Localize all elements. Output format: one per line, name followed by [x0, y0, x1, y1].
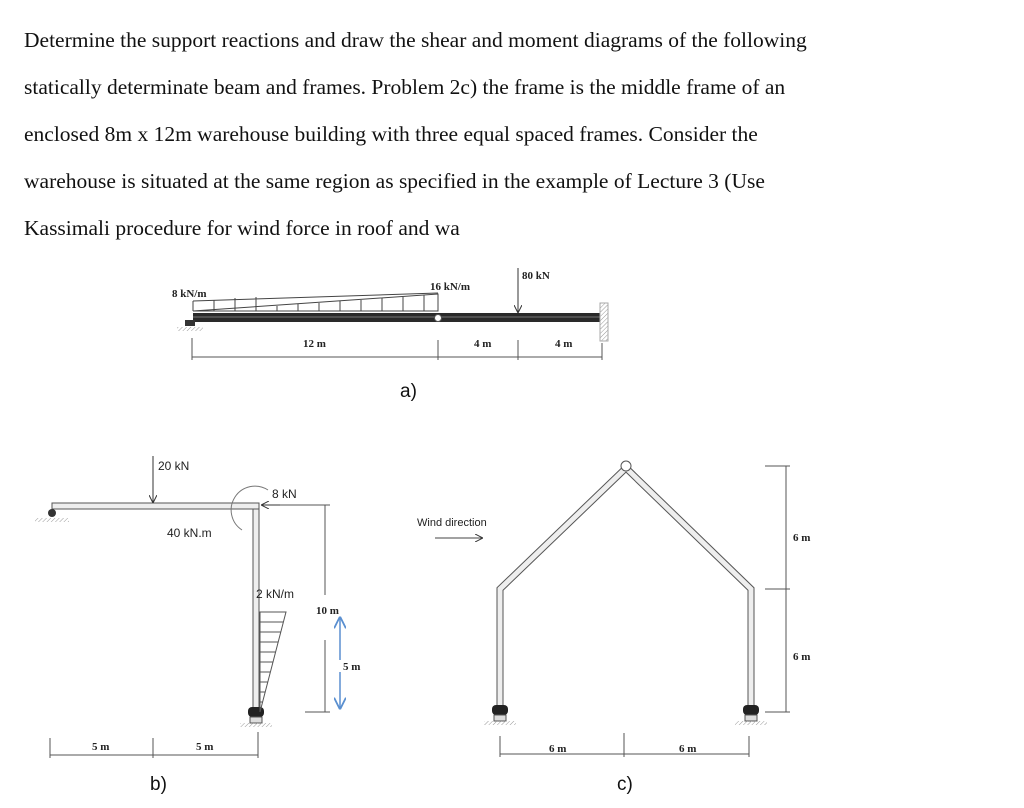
text-line: Determine the support reactions and draw the shear and moment diagrams of the following: [24, 28, 807, 52]
beam: [52, 503, 259, 509]
pin-support-icon: [492, 705, 508, 715]
dim-label: 4 m: [474, 338, 492, 350]
text-line: Kassimali procedure for wind force in roof and wa: [24, 216, 460, 240]
figure-b-frame: [35, 456, 360, 795]
height-label: 6 m: [793, 651, 811, 663]
roller-support-icon: [185, 320, 195, 326]
dim-label: 5 m: [196, 741, 214, 753]
hinge-icon: [435, 315, 442, 322]
load-left-label: 8 kN/m: [172, 288, 207, 300]
dim-label: 5 m: [92, 741, 110, 753]
dim-label: 12 m: [303, 338, 326, 350]
figure-a-beam: [172, 268, 608, 402]
dimension-line: [50, 732, 258, 758]
dist-load-label: 2 kN/m: [256, 587, 295, 601]
text-line: enclosed 8m x 12m warehouse building with three equal spaced frames. Consider the: [24, 122, 758, 146]
text-line: warehouse is situated at the same region as specified in the example of Lecture 3 (Use: [24, 169, 765, 193]
horizontal-load-label: 8 kN: [272, 487, 297, 501]
frame-members: [500, 468, 751, 706]
figure-c-frame: [417, 461, 810, 795]
wind-direction-label: Wind direction: [417, 517, 487, 529]
dim-label: 6 m: [679, 743, 697, 755]
load-right-label: 16 kN/m: [430, 281, 471, 293]
dim-label: 4 m: [555, 338, 573, 350]
text-line: statically determinate beam and frames. Problem 2c) the frame is the middle frame of an: [24, 75, 786, 99]
height-label: 6 m: [793, 532, 811, 544]
height-label: 10 m: [316, 605, 339, 617]
pin-support-icon: [248, 707, 264, 717]
load-ticks: [260, 622, 283, 702]
moment-label: 40 kN.m: [167, 526, 212, 540]
dim-label: 6 m: [549, 743, 567, 755]
caption-b: b): [150, 774, 167, 795]
roller-support-icon: [48, 509, 56, 517]
point-load-label: 80 kN: [522, 270, 550, 282]
dimension-line: [192, 338, 602, 360]
pin-support-icon: [743, 705, 759, 715]
point-load-label: 20 kN: [158, 459, 190, 473]
hinge-icon: [621, 461, 631, 471]
caption-a: a): [400, 381, 417, 402]
partial-height-label: 5 m: [343, 661, 361, 673]
column: [253, 509, 259, 716]
fixed-wall-icon: [600, 303, 608, 341]
caption-c: c): [617, 774, 633, 795]
